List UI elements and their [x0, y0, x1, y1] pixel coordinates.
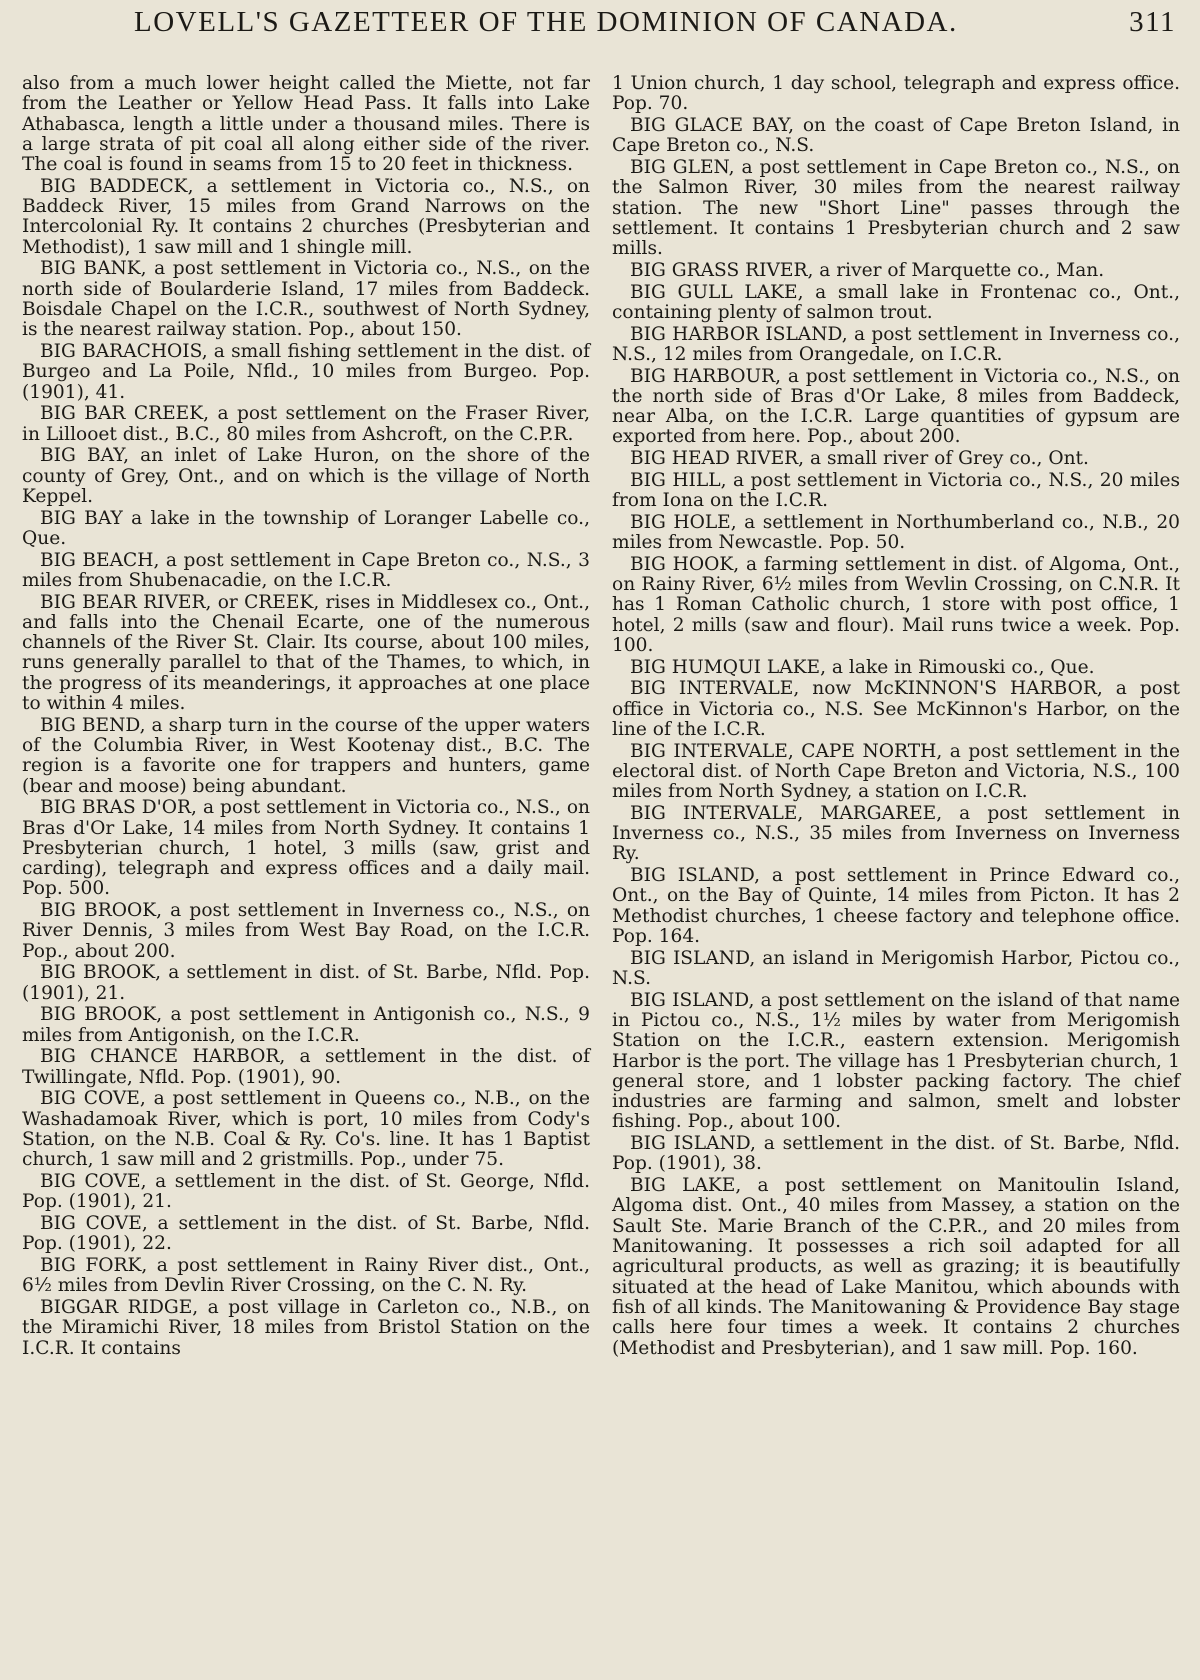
gazetteer-entry: BIG COVE, a settlement in the dist. of St. George, Nfld. Pop. (1901), 21. — [22, 1170, 590, 1213]
gazetteer-entry: BIG INTERVALE, MARGAREE, a post settlement in Inverness co., N.S., 35 miles from Inverness on Inverness Ry. — [612, 802, 1180, 865]
gazetteer-entry: BIG BEND, a sharp turn in the course of the upper waters of the Columbia River, in West Kootenay dist., B.C. The region is a favorite one for trappers and hunters, game (bear and moose) being abundant. — [22, 714, 590, 797]
gazetteer-entry: BIG HARBOUR, a post settlement in Victoria co., N.S., on the north side of Bras d'Or Lake, 8 miles from Baddeck, near Alba, on the I.C.R. Large quantities of gypsum are exported from here. Pop., about 200. — [612, 365, 1180, 448]
gazetteer-entry: BIG HOOK, a farming settlement in dist. of Algoma, Ont., on Rainy River, 6½ miles from Wevlin Crossing, on C.N.R. It has 1 Roman Catholic church, 1 store with post office, 1 hotel, 2 mills (saw and flour). Mail runs twice a week. Pop. 100. — [612, 553, 1180, 656]
gazetteer-entry: BIG HILL, a post settlement in Victoria co., N.S., 20 miles from Iona on the I.C.R. — [612, 469, 1180, 512]
gazetteer-entry: BIG HOLE, a settlement in Northumberland co., N.B., 20 miles from Newcastle. Pop. 50. — [612, 511, 1180, 554]
gazetteer-entry: BIG HEAD RIVER, a small river of Grey co., Ont. — [630, 448, 1089, 470]
gazetteer-entry: BIG GLACE BAY, on the coast of Cape Breton Island, in Cape Breton co., N.S. — [612, 114, 1180, 157]
gazetteer-entry: BIG BRAS D'OR, a post settlement in Victoria co., N.S., on Bras d'Or Lake, 14 miles from North Sydney. It contains 1 Presbyterian church, 1 hotel, 3 mills (saw, grist and carding), telegraph and express offices and a daily mail. Pop. 500. — [22, 797, 590, 900]
gazetteer-entry: BIG BEACH, a post settlement in Cape Breton co., N.S., 3 miles from Shubenacadie, on the I.C.R. — [22, 549, 590, 591]
gazetteer-entry: BIG HARBOR ISLAND, a post settlement in Inverness co., N.S., 12 miles from Orangedale, on I.C.R. — [612, 323, 1180, 365]
gazetteer-entry: BIG FORK, a post settlement in Rainy River dist., Ont., 6½ miles from Devlin River Crossing, on the C. N. Ry. — [22, 1254, 590, 1297]
gazetteer-entry: BIG COVE, a settlement in the dist. of St. Barbe, Nfld. Pop. (1901), 22. — [22, 1212, 590, 1255]
gazetteer-entry: BIG ISLAND, an island in Merigomish Harbor, Pictou co., N.S. — [612, 947, 1180, 990]
gazetteer-entry: 1 Union church, 1 day school, telegraph and express office. Pop. 70. — [612, 73, 1180, 115]
page-title: LOVELL'S GAZETTEER OF THE DOMINION OF CANADA. — [134, 6, 958, 38]
gazetteer-entry: BIG ISLAND, a settlement in the dist. of St. Barbe, Nfld. Pop. (1901), 38. — [612, 1133, 1180, 1175]
gazetteer-entry: BIG GRASS RIVER, a river of Marquette co., Man. — [630, 259, 1105, 281]
gazetteer-entry: BIG BANK, a post settlement in Victoria co., N.S., on the north side of Boularderie Island, 17 miles from Baddeck. Boisdale Chapel on the I.C.R., southwest of North Sydney, is the nearest railway station. Pop., about 150. — [22, 258, 590, 341]
gazetteer-entry: BIG LAKE, a post settlement on Manitoulin Island, Algoma dist. Ont., 40 miles from Massey, a station on the Sault Ste. Marie Branch of the C.P.R., and 20 miles from Manitowaning. It possesses a rich soil adapted for all agricultural products, as well as grazing; it is beautifully situated at the head of Lake Manitou, which abounds with fish of all kinds. The Manitowaning & Providence Bay stage calls here four times a week. It contains 2 churches (Methodist and Presbyterian), and 1 saw mill. Pop. 160. — [612, 1175, 1180, 1359]
gazetteer-entry: also from a much lower height called the Miette, not far from the Leather or Yellow Head Pass. It falls into Lake Athabasca, length a little under a thousand miles. There is a large strata of pit coal all along either side of the river. The coal is found in seams from 15 to 20 feet in thickness. — [22, 73, 590, 176]
gazetteer-entry: BIG INTERVALE, now McKINNON'S HARBOR, a post office in Victoria co., N.S. See McKinnon's Harbor, on the line of the I.C.R. — [612, 678, 1180, 740]
text-columns — [22, 74, 1180, 1360]
gazetteer-entry: BIG BAY a lake in the township of Loranger Labelle co., Que. — [22, 507, 590, 549]
gazetteer-entry: BIG CHANCE HARBOR, a settlement in the dist. of Twillingate, Nfld. Pop. (1901), 90. — [22, 1046, 590, 1088]
gazetteer-entry: BIG BROOK, a settlement in dist. of St. Barbe, Nfld. Pop. (1901), 21. — [22, 962, 590, 1004]
gazetteer-entry: BIGGAR RIDGE, a post village in Carleton co., N.B., on the Miramichi River, 18 miles from Bristol Station on the I.C.R. It contains — [22, 1296, 590, 1359]
running-head — [22, 0, 1180, 52]
page-number: 311 — [1129, 6, 1176, 38]
gazetteer-entry: BIG BROOK, a post settlement in Inverness co., N.S., on River Dennis, 3 miles from West Bay Road, on the I.C.R. Pop., about 200. — [22, 900, 590, 962]
gazetteer-entry: BIG HUMQUI LAKE, a lake in Rimouski co., Que. — [630, 656, 1095, 678]
gazetteer-entry: BIG BADDECK, a settlement in Victoria co., N.S., on Baddeck River, 15 miles from Grand Narrows on the Intercolonial Ry. It contains 2 churches (Presbyterian and Methodist), 1 saw mill and 1 shingle mill. — [22, 175, 590, 258]
right-column — [612, 74, 1180, 1360]
gazetteer-entry: BIG COVE, a post settlement in Queens co., N.B., on the Washadamoak River, which is port, 10 miles from Cody's Station, on the N.B. Coal & Ry. Co's. line. It has 1 Baptist church, 1 saw mill and 2 gristmills. Pop., under 75. — [22, 1088, 590, 1171]
gazetteer-entry: BIG ISLAND, a post settlement on the island of that name in Pictou co., N.S., 1½ miles by water from Merigomish Station on the I.C.R., eastern extension. Merigomish Harbor is the port. The village has 1 Presbyterian church, 1 general store, and 1 lobster packing factory. The chief industries are farming and salmon, smelt and lobster fishing. Pop., about 100. — [612, 989, 1180, 1133]
gazetteer-entry: BIG INTERVALE, CAPE NORTH, a post settlement in the electoral dist. of North Cape Breton and Victoria, N.S., 100 miles from North Sydney, a station on I.C.R. — [612, 740, 1180, 803]
left-column — [22, 74, 590, 1360]
gazetteer-entry: BIG BAR CREEK, a post settlement on the Fraser River, in Lillooet dist., B.C., 80 miles from Ashcroft, on the C.P.R. — [22, 403, 590, 445]
gazetteer-entry: BIG BARACHOIS, a small fishing settlement in the dist. of Burgeo and La Poile, Nfld., 10 miles from Burgeo. Pop. (1901), 41. — [22, 341, 590, 403]
gazetteer-entry: BIG BAY, an inlet of Lake Huron, on the shore of the county of Grey, Ont., and on which is the village of North Keppel. — [22, 445, 590, 507]
gazetteer-entry: BIG GLEN, a post settlement in Cape Breton co., N.S., on the Salmon River, 30 miles from the nearest railway station. The new "Short Line" passes through the settlement. It contains 1 Presbyterian church and 2 saw mills. — [612, 156, 1180, 260]
gazetteer-entry: BIG ISLAND, a post settlement in Prince Edward co., Ont., on the Bay of Quinte, 14 miles from Picton. It has 2 Methodist churches, 1 cheese factory and telephone office. Pop. 164. — [612, 865, 1180, 948]
gazetteer-entry: BIG BROOK, a post settlement in Antigonish co., N.S., 9 miles from Antigonish, on the I.C.R. — [22, 1004, 590, 1046]
gazetteer-entry: BIG GULL LAKE, a small lake in Frontenac co., Ont., containing plenty of salmon trout. — [612, 281, 1180, 323]
gazetteer-entry: BIG BEAR RIVER, or CREEK, rises in Middlesex co., Ont., and falls into the Chenail Ecarte, one of the numerous channels of the River St. Clair. Its course, about 100 miles, runs generally parallel to that of the Thames, to which, in the progress of its meanderings, it approaches at one place to within 4 miles. — [22, 591, 590, 715]
